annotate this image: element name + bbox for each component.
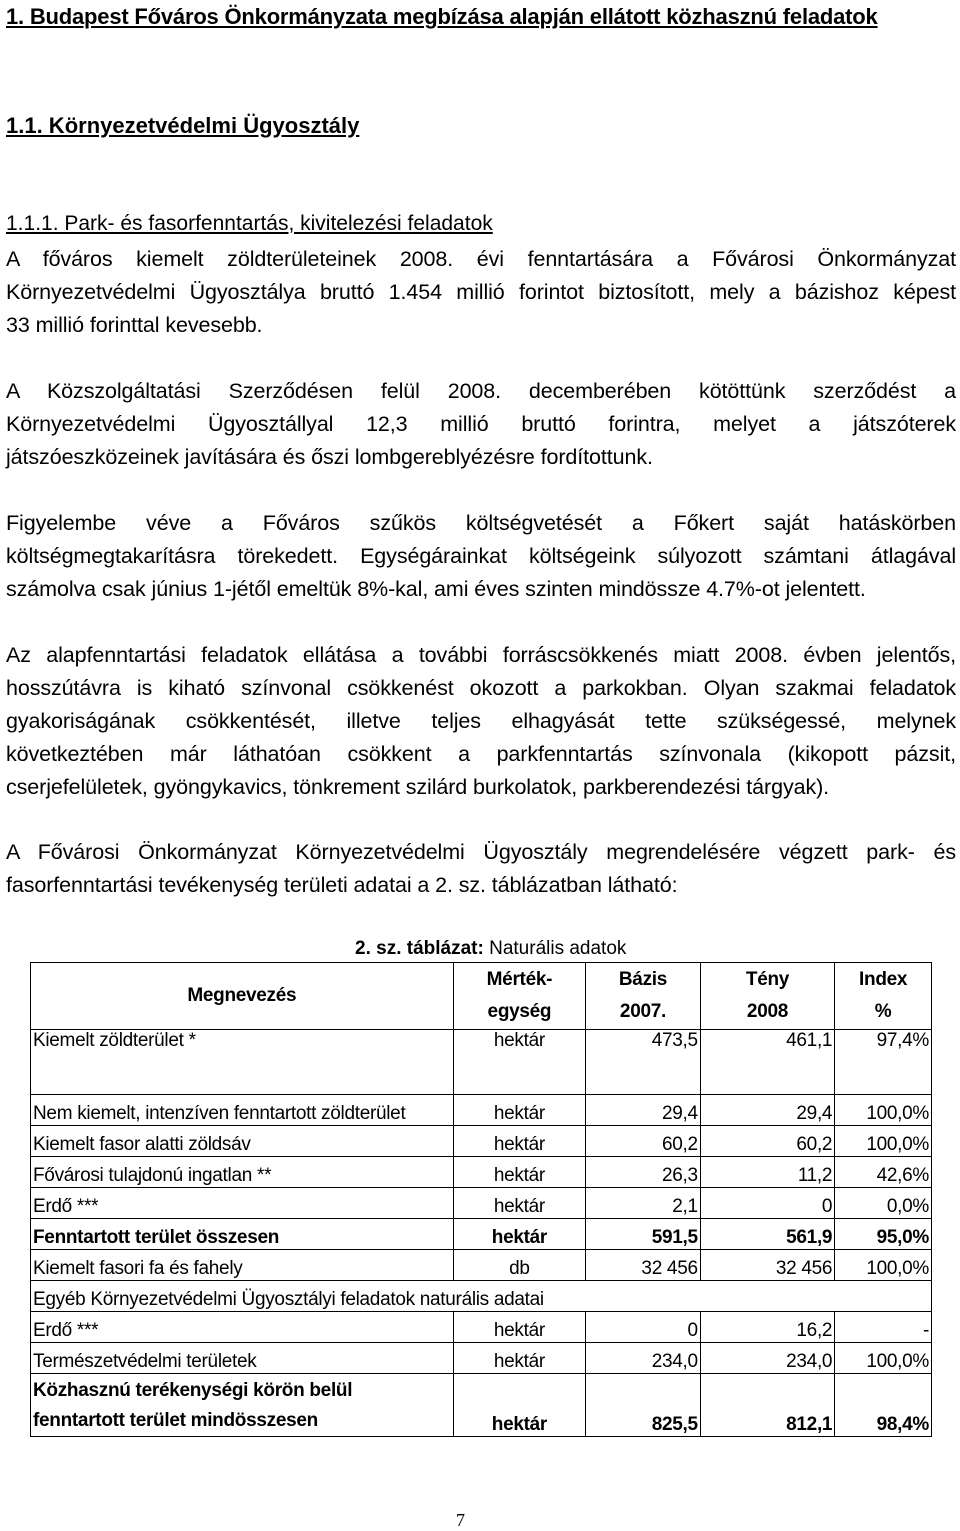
- paragraph-line: A Közszolgáltatási Szerződésen felül 2008. decemberében kötöttünk szerződést a: [6, 379, 956, 403]
- paragraph-line: A főváros kiemelt zöldterületeinek 2008. évi fenntartására a Fővárosi Önkormányzat: [6, 247, 956, 271]
- paragraph-line: játszóeszközeinek javítására és őszi lombgereblyézésre fordítottunk.: [6, 445, 653, 469]
- spacer-cell: [31, 1062, 454, 1095]
- spacer-cell: [835, 1062, 932, 1095]
- naturalis-adatok-table: [30, 962, 932, 1437]
- row-index: 97,4%: [835, 1030, 932, 1063]
- table-row: [31, 1250, 932, 1281]
- row-index: -: [835, 1312, 932, 1343]
- paragraph-1: [6, 243, 956, 342]
- row-base: 2,1: [586, 1188, 701, 1219]
- row-base: 60,2: [586, 1126, 701, 1157]
- paragraph-line: következtében már láthatóan csökkent a parkfenntartás színvonala (kikopott pázsit,: [6, 742, 956, 766]
- paragraph-line: Környezetvédelmi Ügyosztálya bruttó 1.454 millió forintot biztosított, mely a bázishoz képest: [6, 280, 956, 304]
- table-row: [31, 1343, 932, 1374]
- table-row: [31, 1030, 932, 1063]
- paragraph-4: [6, 639, 956, 804]
- row-base: 26,3: [586, 1157, 701, 1188]
- row-name: Kiemelt fasor alatti zöldsáv: [31, 1126, 454, 1157]
- table-row: [31, 1157, 932, 1188]
- row-name-line1: Közhasznú terékenységi körön belül: [33, 1380, 353, 1401]
- row-unit: hektár: [453, 1030, 586, 1063]
- row-unit: db: [453, 1250, 586, 1281]
- table-row: [31, 1126, 932, 1157]
- header-base-line2: 2007.: [619, 1001, 666, 1022]
- header-actual-line1: Tény: [745, 969, 790, 990]
- row-base: 591,5: [586, 1219, 701, 1250]
- header-unit: [453, 963, 586, 1030]
- row-name: Kiemelt zöldterület *: [31, 1030, 454, 1063]
- table-header-row: [31, 963, 932, 1030]
- row-actual: 16,2: [700, 1312, 834, 1343]
- paragraph-5: [6, 836, 956, 902]
- spacer-cell: [453, 1062, 586, 1095]
- paragraph-line: A Fővárosi Önkormányzat Környezetvédelmi Ügyosztály megrendelésére végzett park- és: [6, 840, 956, 864]
- row-index: 100,0%: [835, 1126, 932, 1157]
- paragraph-2: [6, 375, 956, 474]
- table-caption-title: Naturális adatok: [483, 938, 627, 959]
- row-name: Fenntartott terület összesen: [31, 1219, 454, 1250]
- row-unit: hektár: [453, 1188, 586, 1219]
- header-index-line2: %: [874, 1001, 892, 1022]
- row-name: Erdő ***: [31, 1188, 454, 1219]
- row-index: 100,0%: [835, 1343, 932, 1374]
- paragraph-line: 33 millió forinttal kevesebb.: [6, 313, 263, 337]
- row-base: 32 456: [586, 1250, 701, 1281]
- header-base-line1: Bázis: [618, 969, 668, 990]
- table-spacer-row: [31, 1062, 932, 1095]
- header-unit-line1: Mérték-: [486, 969, 553, 990]
- header-index: [835, 963, 932, 1030]
- heading-3: 1.1.1. Park- és fasorfenntartás, kivitelezési feladatok: [6, 212, 493, 235]
- spacer-cell: [586, 1062, 701, 1095]
- row-actual: 812,1: [700, 1374, 834, 1437]
- row-name: Erdő ***: [31, 1312, 454, 1343]
- row-actual: 561,9: [700, 1219, 834, 1250]
- paragraph-3: [6, 507, 956, 606]
- spacer-cell: [700, 1062, 834, 1095]
- header-actual: [700, 963, 834, 1030]
- row-actual: 0: [700, 1188, 834, 1219]
- row-unit: hektár: [453, 1374, 586, 1437]
- table-row: [31, 1188, 932, 1219]
- paragraph-line: gyakoriságának csökkentését, illetve teljes elhagyását tette szükségessé, melynek: [6, 709, 956, 733]
- heading-2: 1.1. Környezetvédelmi Ügyosztály: [6, 113, 360, 138]
- paragraph-line: fasorfenntartási tevékenység területi adatai a 2. sz. táblázatban látható:: [6, 873, 678, 897]
- row-unit: hektár: [453, 1095, 586, 1126]
- table-section-row: [31, 1281, 932, 1312]
- row-base: 473,5: [586, 1030, 701, 1063]
- row-actual: 32 456: [700, 1250, 834, 1281]
- table-row-total: [31, 1219, 932, 1250]
- paragraph-line: költségmegtakarításra törekedett. Egységárainkat költségeink súlyozott számtani átlagával: [6, 544, 956, 568]
- row-base: 29,4: [586, 1095, 701, 1126]
- row-index: 100,0%: [835, 1250, 932, 1281]
- paragraph-line: cserjefelületek, gyöngykavics, tönkrement szilárd burkolatok, parkberendezési tárgyak).: [6, 775, 830, 799]
- row-name: [31, 1374, 454, 1437]
- header-unit-line2: egység: [487, 1001, 552, 1022]
- table-row: [31, 1095, 932, 1126]
- header-actual-line2: 2008: [746, 1001, 788, 1022]
- row-index: 100,0%: [835, 1095, 932, 1126]
- row-actual: 234,0: [700, 1343, 834, 1374]
- row-actual: 60,2: [700, 1126, 834, 1157]
- row-base: 825,5: [586, 1374, 701, 1437]
- row-unit: hektár: [453, 1157, 586, 1188]
- row-index: 98,4%: [835, 1374, 932, 1437]
- page-number: 7: [456, 1510, 465, 1530]
- paragraph-line: Figyelembe véve a Főváros szűkös költségvetését a Főkert saját hatáskörben: [6, 511, 956, 535]
- row-actual: 11,2: [700, 1157, 834, 1188]
- header-name: Megnevezés: [31, 963, 454, 1030]
- row-index: 42,6%: [835, 1157, 932, 1188]
- row-name: Természetvédelmi területek: [31, 1343, 454, 1374]
- row-name: Nem kiemelt, intenzíven fenntartott zöldterület: [31, 1095, 454, 1126]
- row-base: 234,0: [586, 1343, 701, 1374]
- table-row-grand-total: [31, 1374, 932, 1437]
- section-title: Egyéb Környezetvédelmi Ügyosztályi feladatok naturális adatai: [31, 1281, 932, 1312]
- row-unit: hektár: [453, 1219, 586, 1250]
- paragraph-line: Az alapfenntartási feladatok ellátása a további forráscsökkenés miatt 2008. évben jelentős,: [6, 643, 956, 667]
- table-caption: [355, 938, 626, 960]
- row-index: 95,0%: [835, 1219, 932, 1250]
- row-unit: hektár: [453, 1343, 586, 1374]
- row-base: 0: [586, 1312, 701, 1343]
- table-row: [31, 1312, 932, 1343]
- heading-1: 1. Budapest Főváros Önkormányzata megbízása alapján ellátott közhasznú feladatok: [6, 4, 878, 29]
- table-caption-number: 2. sz. táblázat:: [355, 938, 484, 959]
- row-unit: hektár: [453, 1312, 586, 1343]
- row-name-line2: fenntartott terület mindösszesen: [33, 1410, 318, 1431]
- paragraph-line: Környezetvédelmi Ügyosztállyal 12,3 millió bruttó forintra, melyet a játszóterek: [6, 412, 956, 436]
- header-base: [586, 963, 701, 1030]
- paragraph-line: hosszútávra is kiható színvonal csökkenést okozott a parkokban. Olyan szakmai feladatok: [6, 676, 956, 700]
- paragraph-line: számolva csak június 1-jétől emeltük 8%-kal, ami éves szinten mindössze 4.7%-ot jelentett.: [6, 577, 866, 601]
- row-name: Kiemelt fasori fa és fahely: [31, 1250, 454, 1281]
- header-index-line1: Index: [859, 969, 908, 990]
- row-unit: hektár: [453, 1126, 586, 1157]
- row-actual: 461,1: [700, 1030, 834, 1063]
- row-index: 0,0%: [835, 1188, 932, 1219]
- row-name: Fővárosi tulajdonú ingatlan **: [31, 1157, 454, 1188]
- row-actual: 29,4: [700, 1095, 834, 1126]
